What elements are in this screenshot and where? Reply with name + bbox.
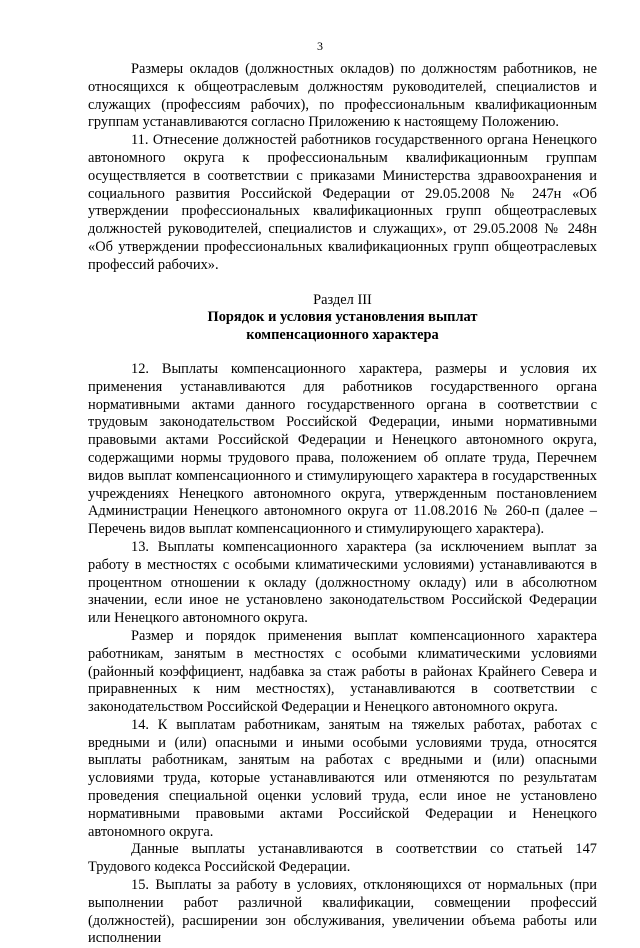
document-body bbox=[88, 61, 597, 948]
paragraph-13: 13. Выплаты компенсационного характера (за исключением выплат за работу в местностях с особыми климатическими условиями) устанавливаются в процентном отношении к окладу (должностному окладу) или в абсолютном значении, если иное не установлено законодательством Российской Федерации или Ненецкого автономного округа. bbox=[88, 538, 597, 627]
section-title-line-2: компенсационного характера bbox=[246, 327, 439, 344]
paragraph-article-147: Данные выплаты устанавливаются в соответствии со статьей 147 Трудового кодекса Российской Федерации. bbox=[88, 841, 597, 876]
section-label: Раздел III bbox=[313, 291, 372, 308]
paragraph-11: 11. Отнесение должностей работников государственного органа Ненецкого автономного округа к профессиональным квалификационным группам осуществляется в соответствии с приказами Министерства здравоохранения и социального развития Российской Федерации от 29.05.2008 № 247н «Об утверждении профессиональных квалификационных групп общеотраслевых должностей руководителей, специалистов и служащих», от 29.05.2008 № 248н «Об утверждении профессиональных квалификационных групп общеотраслевых профессий рабочих». bbox=[88, 132, 597, 273]
paragraph-climatic-payments: Размер и порядок применения выплат компенсационного характера работникам, занятым в местностях с особыми климатическими условиями (районный коэффициент, надбавка за стаж работы в районах Крайнего Севера и приравненных к ним местностях), устанавливаются в соответствии с законодательством Российской Федерации и Ненецкого автономного округа. bbox=[88, 627, 597, 716]
page-number: 3 bbox=[317, 39, 323, 53]
paragraph-15: 15. Выплаты за работу в условиях, отклоняющихся от нормальных (при выполнении работ различной квалификации, совмещении профессий (должностей), расширении зон обслуживания, увеличении объема работы или исполнении bbox=[88, 877, 597, 947]
section-title-line-1: Порядок и условия установления выплат bbox=[207, 309, 478, 326]
paragraph-salary-sizes: Размеры окладов (должностных окладов) по должностям работников, не относящихся к общеотраслевым должностям руководителей, специалистов и служащих (профессиям рабочих), по профессиональным квалификационным группам устанавливаются согласно Приложению к настоящему Положению. bbox=[88, 61, 597, 131]
section-header bbox=[88, 292, 597, 345]
section-body bbox=[88, 361, 597, 948]
paragraph-12: 12. Выплаты компенсационного характера, размеры и условия их применения устанавливаются для работников государственного органа нормативными актами данного государственного органа в соответствии с трудовым законодательством Российской Федерации, иными нормативными правовыми актами Российской Федерации и Ненецкого автономного округа, содержащими нормы трудового права, положением об оплате труда, Перечнем видов выплат компенсационного и стимулирующего характера в государственных учреждениях Ненецкого автономного округа, утвержденным постановлением Администрации Ненецкого автономного округа от 11.08.2016 № 260-п (далее – Перечень видов выплат компенсационного и стимулирующего характера). bbox=[88, 360, 597, 538]
paragraph-14: 14. К выплатам работникам, занятым на тяжелых работах, работах с вредными и (или) опасными и иными особыми условиями труда, относятся выплаты работникам, занятым на работах с вредными и (или) опасными условиями труда, которые устанавливаются или отменяются по результатам проведения специальной оценки условий труда, если иное не установлено нормативными правовыми актами Российской Федерации и Ненецкого автономного округа. bbox=[88, 716, 597, 840]
